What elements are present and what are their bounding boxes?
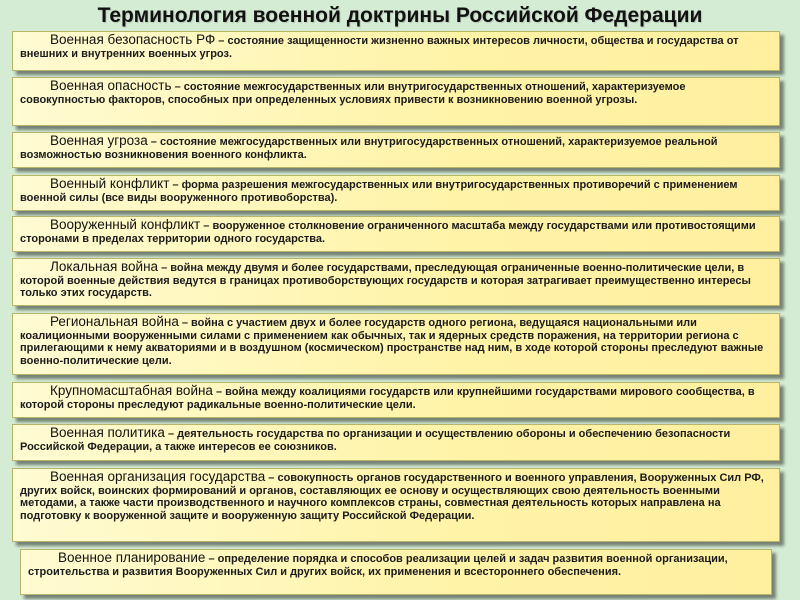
term-definition: – состояние межгосударственных или внутригосударственных отношений, характеризуемое реальной возможностью возникновения военного конфликта. xyxy=(20,136,718,161)
term-definition: – совокупность органов государственного и военного управления, Вооруженных Сил РФ, других войск, воинских формирований и органов, составляющих ее основу и осуществляющих свою деятельность военными методами, а также части производственного и научного комплексов страны, совместная деятельность которых направлена на подготовку к вооруженной защите и вооруженную защиту Российской Федерации. xyxy=(20,472,764,522)
term-name: Военная политика xyxy=(50,425,165,440)
term-name: Военная безопасность РФ xyxy=(50,32,216,47)
term-name: Военная организация государства xyxy=(50,469,266,484)
term-name: Региональная война xyxy=(50,314,179,329)
term-name: Крупномасштабная война xyxy=(50,383,213,398)
term-definition: – война между коалициями государств или крупнейшими государствами мирового сообщества, в которой стороны преследуют радикальные военно-политические цели. xyxy=(20,386,755,411)
term-card-military-planning xyxy=(20,549,772,595)
term-definition: – деятельность государства по организации и осуществлению обороны и обеспечению безопасности Российской Федерации, а также интересов ее союзников. xyxy=(20,428,731,453)
term-card-large-scale-war xyxy=(12,382,780,418)
term-definition: – война с участием двух и более государств одного региона, ведущаяся национальными или коалиционными вооруженными силами с применением как обычных, так и ядерных средств поражения, на территории региона с прилегающими к нему акваториями и в воздушном (космическом) пространстве над ним, в ходе которой стороны преследуют важные военно-политические цели. xyxy=(20,317,764,367)
term-definition: – вооруженное столкновение ограниченного масштаба между государствами или противостоящими сторонами в пределах территории одного государства. xyxy=(20,220,756,245)
term-name: Военная опасность xyxy=(50,78,172,93)
term-card-military-threat xyxy=(12,132,780,168)
term-card-local-war xyxy=(12,258,780,306)
term-name: Военное планирование xyxy=(58,550,206,565)
term-card-military-policy xyxy=(12,424,780,461)
term-name: Локальная война xyxy=(50,259,159,274)
term-name: Военный конфликт xyxy=(50,176,170,191)
term-name: Вооруженный конфликт xyxy=(50,217,201,232)
term-card-military-security xyxy=(12,31,780,71)
term-card-military-conflict xyxy=(12,175,780,211)
term-card-military-organization xyxy=(12,468,780,542)
term-definition: – состояние защищенности жизненно важных интересов личности, общества и государства от внешних и внутренних военных угроз. xyxy=(20,35,739,60)
page-title: Терминология военной доктрины Российской Федерации xyxy=(97,4,703,27)
term-card-military-danger xyxy=(12,77,780,126)
term-name: Военная угроза xyxy=(50,133,148,148)
term-definition: – определение порядка и способов реализации целей и задач развития военной организации, строительства и развития Вооруженных Сил и других войск, их применения и всестороннего обеспечения. xyxy=(28,553,728,578)
term-card-regional-war xyxy=(12,313,780,375)
term-card-armed-conflict xyxy=(12,216,780,252)
term-definition: – форма разрешения межгосударственных или внутригосударственных противоречий с применением военной силы (все виды вооруженного противоборства). xyxy=(20,179,738,204)
term-definition: – война между двумя и более государствами, преследующая ограниченные военно-политические цели, в которой военные действия ведутся в границах противоборствующих государств и которая затрагивает преимущественно интересы только этих государств. xyxy=(20,262,751,300)
term-definition: – состояние межгосударственных или внутригосударственных отношений, характеризуемое совокупностью факторов, способных при определенных условиях привести к возникновению военной угрозы. xyxy=(20,81,686,106)
